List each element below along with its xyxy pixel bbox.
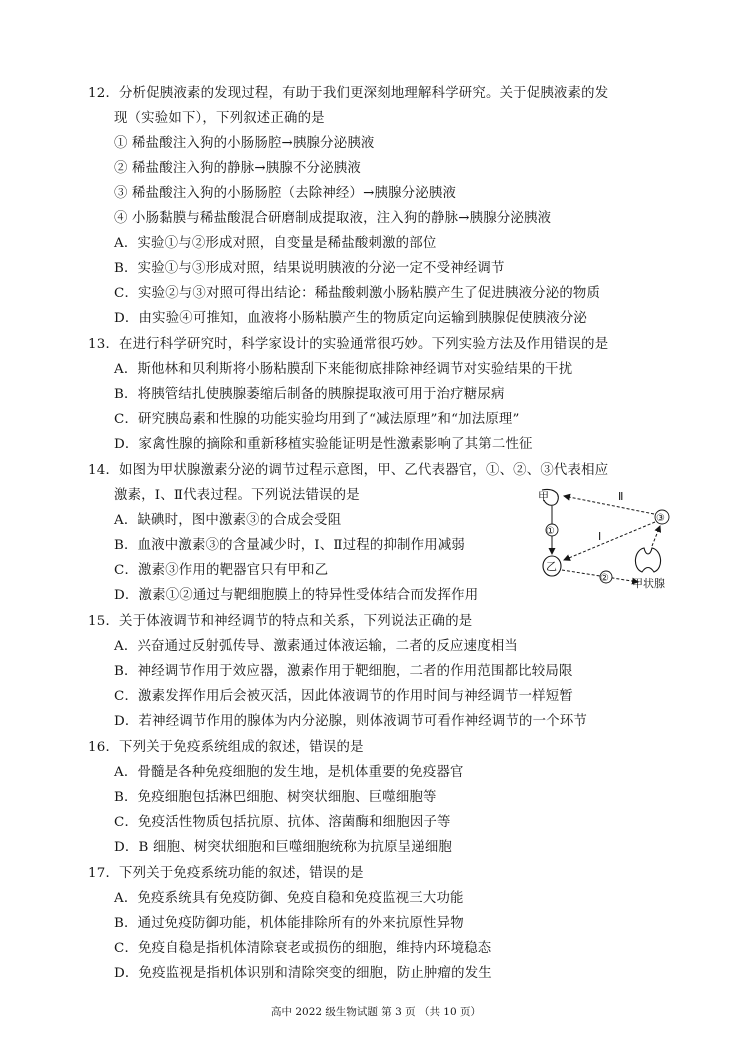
question-number: 15． xyxy=(88,614,120,629)
thyroid-shape xyxy=(635,548,660,572)
hormone-2-label: ② xyxy=(600,573,609,584)
option-b: B．通过免疫防御功能，机体能排除所有的外来抗原性异物 xyxy=(114,916,464,931)
option-a: A．实验①与②形成对照，自变量是稀盐酸刺激的部位 xyxy=(114,236,437,251)
hormone-1-label: ① xyxy=(546,526,555,537)
question-15 xyxy=(88,609,688,734)
thyroid-label: 甲状腺 xyxy=(632,577,665,590)
organ-yi-label: 乙 xyxy=(546,560,557,573)
question-stem: 关于体液调节和神经调节的特点和关系，下列说法正确的是 xyxy=(119,614,473,629)
experiment-item: ① 稀盐酸注入狗的小肠肠腔→胰腺分泌胰液 xyxy=(114,136,375,151)
question-stem: 下列关于免疫系统组成的叙述，错误的是 xyxy=(119,740,364,755)
option-d: D．B 细胞、树突状细胞和巨噬细胞统称为抗原呈递细胞 xyxy=(114,840,453,855)
question-stem: 激素，Ⅰ、Ⅱ代表过程。下列说法错误的是 xyxy=(114,488,360,503)
option-d: D．若神经调节作用的腺体为内分泌腺，则体液调节可看作神经调节的一个环节 xyxy=(114,714,588,729)
option-d: D．由实验④可推知，血液将小肠粘膜产生的物质定向运输到胰腺促使胰液分泌 xyxy=(114,311,588,326)
question-number: 17． xyxy=(88,866,120,881)
question-stem: 在进行科学研究时，科学家设计的实验通常很巧妙。下列实验方法及作用错误的是 xyxy=(119,337,609,352)
option-c: C．激素③作用的靶器官只有甲和乙 xyxy=(114,563,329,578)
question-12 xyxy=(88,81,688,331)
option-a: A．斯他林和贝利斯将小肠粘膜刮下来能彻底排除神经调节对实验结果的干扰 xyxy=(114,362,573,377)
question-stem: 分析促胰液素的发现过程，有助于我们更深刻地理解科学研究。关于促胰液素的发 xyxy=(119,86,609,101)
page-footer: 高中 2022 级生物试题 第 3 页 （共 10 页） xyxy=(271,1006,481,1018)
question-number: 12． xyxy=(88,86,120,101)
question-number: 14． xyxy=(88,463,120,478)
option-a: A．骨髓是各种免疫细胞的发生地，是机体重要的免疫器官 xyxy=(114,765,464,780)
option-b: B．将胰管结扎使胰腺萎缩后制备的胰腺提取液可用于治疗糖尿病 xyxy=(114,387,505,402)
option-a: A．兴奋通过反射弧传导、激素通过体液运输，二者的反应速度相当 xyxy=(114,639,518,654)
question-number: 16． xyxy=(88,740,120,755)
option-c: C．激素发挥作用后会被灭活，因此体液调节的作用时间与神经调节一样短暂 xyxy=(114,689,573,704)
option-b: B．血液中激素③的含量减少时，Ⅰ、Ⅱ过程的抑制作用减弱 xyxy=(114,538,466,553)
experiment-item: ④ 小肠黏膜与稀盐酸混合研磨制成提取液，注入狗的静脉→胰腺分泌胰液 xyxy=(114,211,552,226)
option-d: D．家禽性腺的摘除和重新移植实验能证明是性激素影响了其第二性征 xyxy=(114,437,533,452)
experiment-item: ② 稀盐酸注入狗的静脉→胰腺不分泌胰液 xyxy=(114,161,361,176)
hormone-3-label: ③ xyxy=(656,513,665,524)
process-1-label: Ⅰ xyxy=(598,530,602,543)
arrow-thyroid-to-hormone-3 xyxy=(652,526,660,546)
question-17 xyxy=(88,861,688,986)
option-c: C．实验②与③对照可得出结论：稀盐酸刺激小肠粘膜产生了促进胰液分泌的物质 xyxy=(114,286,601,301)
arrow-process-1 xyxy=(564,522,655,560)
question-16 xyxy=(88,735,688,860)
option-c: C．免疫活性物质包括抗原、抗体、溶菌酶和细胞因子等 xyxy=(114,815,451,830)
option-c: C．研究胰岛素和性腺的功能实验均用到了“减法原理”和“加法原理” xyxy=(114,412,520,427)
option-b: B．免疫细胞包括淋巴细胞、树突状细胞、巨噬细胞等 xyxy=(114,790,437,805)
question-13 xyxy=(88,332,688,457)
option-a: A．缺碘时，图中激素③的合成会受阻 xyxy=(114,513,342,528)
process-2-label: Ⅱ xyxy=(618,490,624,503)
option-d: D．激素①②通过与靶细胞膜上的特异性受体结合而发挥作用 xyxy=(114,588,479,603)
question-number: 13． xyxy=(88,337,120,352)
option-c: C．免疫自稳是指机体清除衰老或损伤的细胞，维持内环境稳态 xyxy=(114,941,492,956)
organ-jia-label: 甲 xyxy=(538,490,549,503)
option-b: B．实验①与③形成对照，结果说明胰液的分泌一定不受神经调节 xyxy=(114,261,505,276)
thyroid-regulation-diagram xyxy=(528,486,694,594)
arrow-process-2 xyxy=(564,496,654,514)
question-stem: 如图为甲状腺激素分泌的调节过程示意图，甲、乙代表器官，①、②、③代表相应 xyxy=(119,463,609,478)
experiment-item: ③ 稀盐酸注入狗的小肠肠腔（去除神经）→胰腺分泌胰液 xyxy=(114,186,457,201)
option-b: B．神经调节作用于效应器，激素作用于靶细胞，二者的作用范围都比较局限 xyxy=(114,664,573,679)
option-a: A．免疫系统具有免疫防御、免疫自稳和免疫监视三大功能 xyxy=(114,891,464,906)
question-stem: 下列关于免疫系统功能的叙述，错误的是 xyxy=(119,866,364,881)
question-stem: 现（实验如下），下列叙述正确的是 xyxy=(114,111,325,126)
option-d: D．免疫监视是指机体识别和清除突变的细胞，防止肿瘤的发生 xyxy=(114,966,492,981)
